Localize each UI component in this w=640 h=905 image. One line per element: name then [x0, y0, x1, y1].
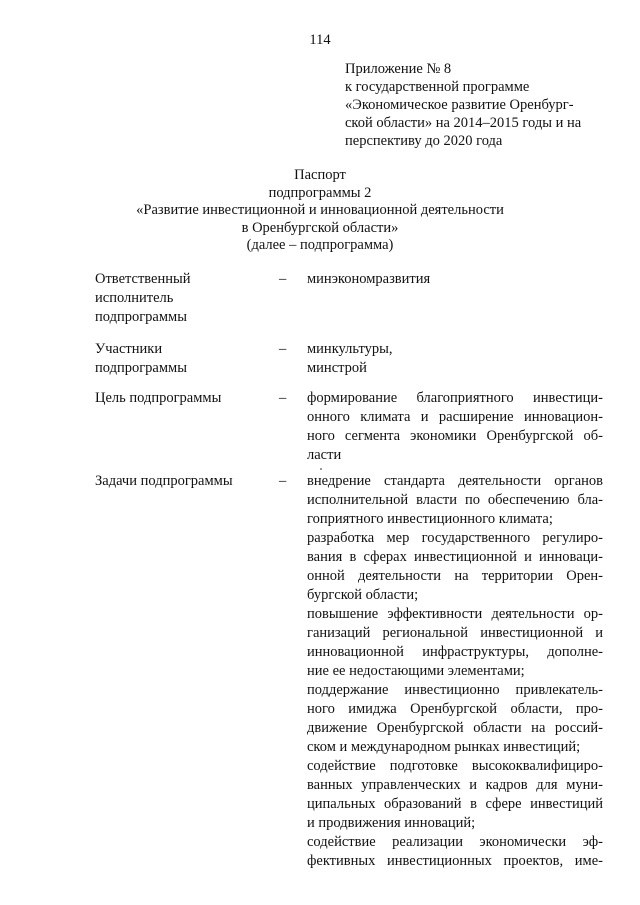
- row-value-line: движение Оренбургской области на россий-: [307, 720, 603, 736]
- row-label: [95, 389, 265, 408]
- row-value-line: внедрение стандарта деятельности органов: [307, 473, 603, 489]
- row-value-line: вания в сферах инвестиционной и инноваци-: [307, 549, 603, 565]
- row-value-line: содействие реализации экономически эф-: [307, 834, 603, 850]
- title-line: подпрограммы 2: [268, 184, 372, 201]
- row-value-line: формирование благоприятного инвестици-: [307, 390, 603, 406]
- row-value: [307, 340, 603, 378]
- row-dash: –: [279, 473, 287, 489]
- row-dash: –: [279, 341, 287, 357]
- row-value-line: и продвижения инноваций;: [307, 815, 476, 831]
- row-label-line: подпрограммы: [95, 360, 187, 376]
- row-value-line: минстрой: [307, 360, 367, 376]
- row-value-line: минэкономразвития: [307, 271, 431, 287]
- page-number: 114: [309, 32, 331, 48]
- row-label: [95, 270, 265, 327]
- row-value-line: онного климата и расширение инновацион-: [307, 409, 603, 425]
- row-value: [307, 389, 603, 465]
- row-value-line: разработка мер государственного регулиро-: [307, 530, 603, 546]
- row-value-line: ние ее недостающими элементами;: [307, 663, 525, 679]
- row-value-line: ванных управленческих и кадров для муни-: [307, 777, 603, 793]
- row-label-line: Ответственный: [95, 271, 191, 287]
- row-value-line: ласти: [307, 447, 342, 463]
- title-line: «Развитие инвестиционной и инновационной деятельности: [136, 202, 504, 218]
- row-value-line: ском и международном рынках инвестиций;: [307, 739, 581, 755]
- row-label: [95, 472, 265, 491]
- row-value-line: ципальных образований в сфере инвестиций: [307, 796, 603, 812]
- row-value-line: содействие подготовке высококвалифициро-: [307, 758, 603, 774]
- appendix-line: к государственной программе: [345, 79, 530, 95]
- appendix-line: «Экономическое развитие Оренбург-: [345, 97, 574, 113]
- row-label-line: Цель подпрограммы: [95, 390, 222, 406]
- appendix-line: Приложение № 8: [345, 61, 452, 77]
- row-label-line: исполнитель: [95, 290, 174, 306]
- row-value-line: гоприятного инвестиционного климата;: [307, 511, 553, 527]
- row-value: [307, 270, 603, 289]
- row-value-line: бургской области;: [307, 587, 419, 603]
- row-value-line: ганизаций региональной инвестиционной и: [307, 625, 603, 641]
- row-value-line: повышение эффективности деятельности ор-: [307, 606, 603, 622]
- row-value-line: онной деятельности на территории Орен-: [307, 568, 603, 584]
- row-value-line: поддержание инвестиционно привлекатель-: [307, 682, 603, 698]
- row-label-line: Задачи подпрограммы: [95, 473, 233, 489]
- title-line: (далее – подпрограмма): [246, 237, 394, 253]
- row-value-line: ного имиджа Оренбургской области, про-: [307, 701, 603, 717]
- passport-title: [0, 167, 640, 255]
- row-dash: –: [279, 271, 287, 287]
- title-line: Паспорт: [294, 167, 346, 183]
- appendix-line: ской области» на 2014–2015 годы и на: [345, 115, 582, 131]
- scan-speck: [320, 468, 322, 470]
- row-value-line: исполнительной власти по обеспечению бла-: [307, 492, 603, 508]
- row-value: [307, 472, 603, 871]
- row-dash: –: [279, 390, 287, 406]
- title-line: в Оренбургской области»: [241, 219, 399, 236]
- row-label: [95, 340, 265, 378]
- row-label-line: подпрограммы: [95, 309, 187, 325]
- row-label-line: Участники: [95, 341, 163, 357]
- row-value-line: ного сегмента экономики Оренбургской об-: [307, 428, 603, 444]
- row-value-line: инновационной инфраструктуры, дополне-: [307, 644, 603, 660]
- row-value-line: минкультуры,: [307, 341, 393, 357]
- appendix-note: [345, 60, 615, 150]
- appendix-line: перспективу до 2020 года: [345, 133, 503, 149]
- row-value-line: фективных инвестиционных проектов, име-: [307, 853, 603, 869]
